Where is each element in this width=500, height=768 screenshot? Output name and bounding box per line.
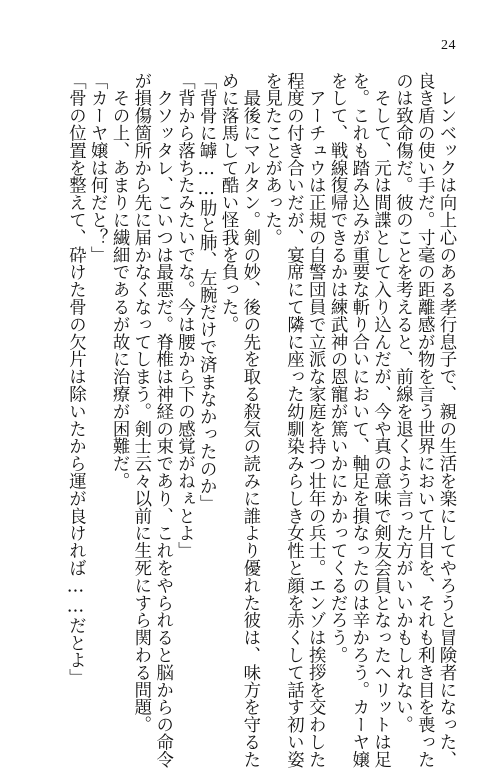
text-line: が損傷箇所から先に届かなくなってしまう。剣士云々以前に生死にすら関わる問題。: [130, 72, 151, 734]
text-line: 「背骨に罅……肋と肺、左腕だけで済まなかったのか」: [196, 72, 217, 513]
text-line: めに落馬して酷い怪我を負った。: [218, 72, 239, 333]
text-line: を見たことがあった。: [261, 72, 282, 246]
text-line: 「背から落ちたみたいでな。今は腰から下の感覚がねぇとよ」: [174, 72, 195, 560]
text-line: を。これも踏み込みが重要な斬り合いにおいて、軸足を損なったのは辛かろう。カーヤ嬢: [348, 72, 369, 768]
text-line: 最後にマルタン。剣の妙、後の先を取る殺気の読みに誰より優れた彼は、味方を守るた: [239, 72, 260, 768]
text-line: 「カーヤ嬢は何だと？」: [87, 72, 108, 264]
page-number: 24: [441, 38, 456, 53]
text-line: クソッタレ、こいつは最悪だ。脊椎は神経の束であり、これをやられると脳からの命令: [152, 72, 173, 768]
text-line: 良き盾の使い手だ。寸毫の距離感が物を言う世界において片目を、それも利き目を喪った: [414, 72, 435, 768]
text-line: のは致命傷だ。彼のことを考えると、前線を退くよう言った方がいいかもしれない。: [392, 72, 413, 734]
text-line: アーチュウは正規の自警団員で立派な家庭を持つ壮年の兵士。エンゾは挨拶を交わした: [305, 72, 326, 768]
text-line: 程度の付き合いだが、宴席にて隣に座った幼馴染みらしき女性と顔を赤くして話す初い姿: [283, 72, 304, 768]
text-line: その上、あまりに繊細であるが故に治療が困難だ。: [109, 72, 130, 490]
text-line: レンベックは向上心のある孝行息子で、親の生活を楽にしてやろうと冒険者になった、: [436, 72, 456, 768]
text-line: 「骨の位置を整えて、砕けた骨の欠片は除いたから運が良ければ……だとよ」: [65, 72, 86, 687]
text-line: をして、戦線復帰できるかは練武神の恩寵が篤いかにかかってくるだろう。: [327, 72, 348, 664]
text-line: そして、元は間諜として入り込んだが、今や真の意味で剣友会員となったヘリットは足: [370, 72, 391, 768]
vertical-text-body: [26, 72, 456, 768]
